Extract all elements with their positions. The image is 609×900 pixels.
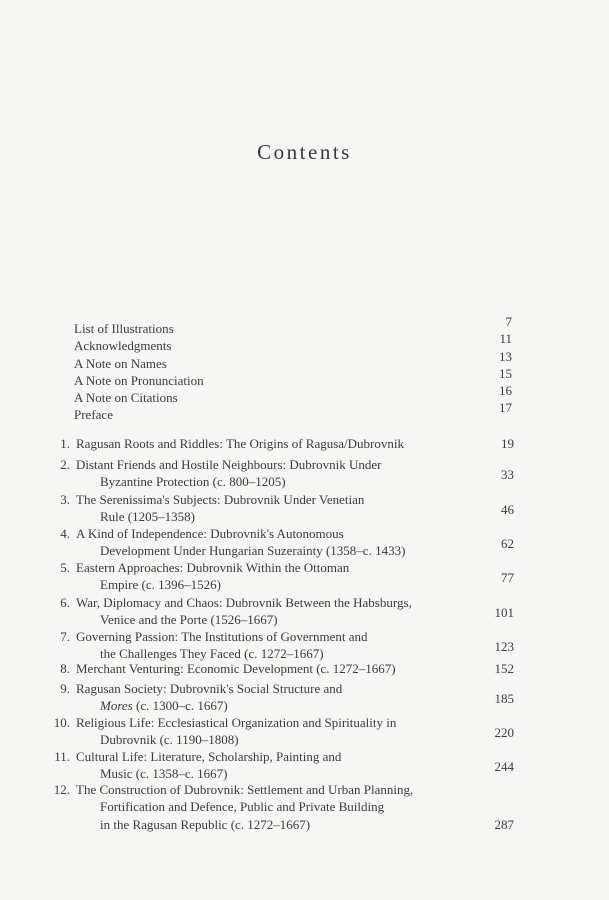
- front-matter-item: A Note on Citations: [74, 390, 178, 406]
- chapter-number: 12.: [53, 782, 70, 797]
- chapter-title-line: Eastern Approaches: Dubrovnik Within the Ottoman: [76, 560, 350, 575]
- page-number: 11: [499, 331, 512, 347]
- chapter-number: 3.: [60, 492, 70, 507]
- chapter-title-line: Music (c. 1358–c. 1667): [100, 766, 228, 782]
- chapter-number: 1.: [60, 436, 70, 451]
- chapter-number: 10.: [53, 715, 70, 730]
- page-title: Contents: [257, 140, 352, 164]
- page-number: 152: [494, 661, 514, 676]
- page-number: 33: [501, 467, 514, 483]
- chapter-number: 6.: [60, 595, 70, 610]
- chapter-number: 8.: [60, 661, 70, 676]
- chapter-number: 7.: [60, 629, 70, 644]
- page-number: 19: [501, 436, 514, 451]
- front-matter-item: A Note on Pronunciation: [74, 372, 204, 388]
- chapter-title-line: Mores (c. 1300–c. 1667): [100, 698, 228, 714]
- front-matter-item: Preface: [74, 407, 113, 423]
- page-number: 15: [499, 365, 512, 381]
- chapter-title-line: Cultural Life: Literature, Scholarship, Painting and: [76, 749, 342, 764]
- chapter-title-line: Ragusan Society: Dubrovnik's Social Structure and: [76, 681, 343, 696]
- page-number: 101: [494, 605, 514, 621]
- chapter-title-line: Governing Passion: The Institutions of Government and: [76, 629, 368, 644]
- page-number: 46: [501, 502, 514, 518]
- front-matter-item: Acknowledgments: [74, 338, 172, 354]
- chapter-title-line: Empire (c. 1396–1526): [100, 577, 221, 593]
- page-number: 123: [494, 639, 514, 655]
- chapter-title-line: Distant Friends and Hostile Neighbours: Dubrovnik Under: [76, 457, 382, 472]
- page-number: 244: [494, 759, 514, 775]
- front-matter-list: [74, 320, 204, 424]
- chapter-number: 4.: [60, 526, 70, 541]
- chapter-title-line: War, Diplomacy and Chaos: Dubrovnik Between the Habsburgs,: [76, 595, 412, 610]
- chapter-title-line: Venice and the Porte (1526–1667): [100, 612, 278, 628]
- chapter-title-line: Religious Life: Ecclesiastical Organization and Spirituality in: [76, 715, 397, 730]
- chapter-title-line: Fortification and Defence, Public and Private Building: [100, 799, 385, 815]
- chapter-title-line: The Construction of Dubrovnik: Settlement and Urban Planning,: [76, 782, 414, 797]
- chapter-title-line: Rule (1205–1358): [100, 509, 195, 525]
- page-number: 287: [494, 816, 514, 832]
- chapter-title-line: Development Under Hungarian Suzerainty (1358–c. 1433): [100, 543, 406, 559]
- chapter-title-line: Ragusan Roots and Riddles: The Origins of Ragusa/Dubrovnik: [76, 436, 404, 451]
- page-number: 16: [499, 383, 512, 399]
- chapter-title-line: Merchant Venturing: Economic Development (c. 1272–1667): [76, 661, 396, 676]
- page-number: 13: [499, 348, 512, 364]
- chapter-title-line: Byzantine Protection (c. 800–1205): [100, 474, 286, 490]
- chapter-number: 2.: [60, 457, 70, 472]
- page-number: 7: [505, 314, 512, 329]
- chapter-title-line: in the Ragusan Republic (c. 1272–1667): [100, 816, 311, 832]
- page-number: 220: [494, 725, 514, 741]
- chapter-title-line: Dubrovnik (c. 1190–1808): [100, 732, 239, 748]
- chapter-title-line: A Kind of Independence: Dubrovnik's Autonomous: [76, 526, 344, 541]
- front-matter-item: A Note on Names: [74, 355, 167, 371]
- page-number: 77: [501, 570, 514, 586]
- front-matter-item: List of Illustrations: [74, 321, 174, 336]
- chapter-title-line: the Challenges They Faced (c. 1272–1667): [100, 646, 324, 662]
- chapter-number: 5.: [60, 560, 70, 575]
- page-number: 62: [501, 536, 514, 552]
- front-matter-pages: [470, 313, 512, 417]
- chapter-number: 9.: [60, 681, 70, 696]
- page-number: 17: [499, 400, 512, 416]
- page-number: 185: [494, 691, 514, 707]
- chapter-number: 11.: [54, 749, 70, 764]
- chapter-title-line: The Serenissima's Subjects: Dubrovnik Under Venetian: [76, 492, 365, 507]
